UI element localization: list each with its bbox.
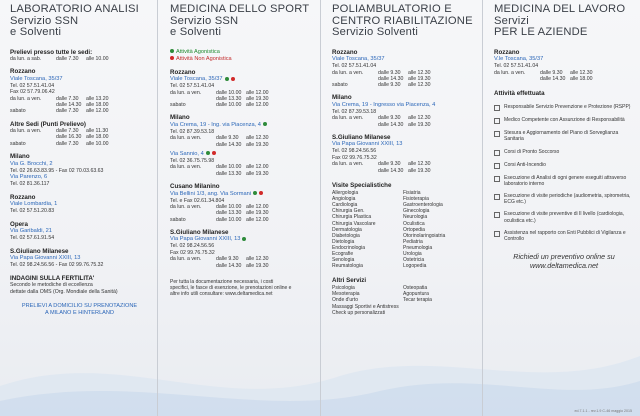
checkbox-icon: [494, 150, 500, 156]
title-line: MEDICINA DELLO SPORT: [170, 3, 310, 15]
from-cell: dalle 14.30: [56, 102, 82, 109]
activity-text: Esecuzione di visite periodiche (audiometria, spirometria, ECG etc.): [504, 192, 631, 206]
hours-row: [10, 141, 149, 147]
to-cell: alle 12.30: [246, 256, 269, 263]
day-cell: [170, 171, 216, 177]
fold-line: [157, 0, 158, 416]
list-item: Chirurgia Plastica: [332, 214, 372, 221]
day-cell: sabato: [10, 140, 26, 147]
from-cell: dalle 9.30: [378, 115, 401, 122]
hours-row: [10, 56, 149, 62]
list-item: Ortopedia: [403, 226, 425, 233]
note-line: specifici, le fasce di esenzione, le prenotazioni online e: [170, 285, 292, 292]
address-text: Via Bellini 1/3, ang. Via Sormani: [170, 190, 252, 197]
to-cell: alle 12.30: [408, 115, 431, 122]
location-phone: Tel. 02 57.51.41.04: [10, 82, 55, 89]
to-cell: alle 12.00: [246, 164, 269, 171]
day-cell: sabato: [332, 82, 348, 89]
list-item: Agopuntura: [403, 291, 429, 298]
location-address: Viale Toscana, 35/37: [332, 56, 385, 62]
list-item: Onde d'urto: [332, 297, 358, 304]
activity-item: [494, 117, 634, 124]
visite-column-right: [403, 190, 474, 269]
activity-text: Esecuzione di visite preventive di Il livello (cardiologia, oculistica etc.): [504, 211, 625, 224]
panel-title: [332, 4, 474, 39]
panel-title: [494, 4, 634, 39]
altri-servizi-list: [332, 285, 474, 315]
location-phone: Tel. 02 98.24.56.56: [170, 243, 215, 250]
to-cell: alle 12.00: [246, 216, 269, 223]
green-dot-icon: [206, 151, 210, 155]
address-text: Via Sannio, 4: [170, 150, 204, 157]
list-item: Dermatologia: [332, 226, 362, 233]
title-line: LABORATORIO ANALISI: [10, 3, 139, 15]
list-item: Fisiatria: [403, 190, 421, 197]
location-address: Via G. Brocchi, 2: [10, 160, 53, 167]
from-cell: dalle 13.30: [216, 210, 242, 217]
location-name: Cusano Milanino: [170, 183, 220, 191]
to-cell: alle 19.30: [408, 75, 431, 82]
fold-line: [482, 0, 483, 416]
activity-item: [494, 211, 634, 223]
address-text: Via Crema, 19 - Ing. via Piacenza, 4: [170, 121, 261, 128]
from-cell: dalle 14.30: [216, 141, 242, 148]
to-cell: alle 19.30: [246, 141, 269, 148]
to-cell: alle 19.30: [408, 167, 431, 174]
hours-row: [332, 168, 474, 174]
list-item: Logopedia: [403, 263, 427, 270]
location-address: Via Papa Giovanni XXIII, 13: [10, 255, 81, 262]
to-cell: alle 19.30: [246, 210, 269, 217]
from-cell: dalle 10.00: [216, 102, 242, 109]
checkbox-icon: [494, 212, 500, 218]
day-cell: [170, 263, 216, 269]
to-cell: alle 12.00: [246, 89, 269, 96]
red-dot-icon: [259, 191, 263, 195]
location-address: Via Crema, 19 - Ingresso via Piacenza, 4: [332, 101, 436, 108]
activity-text: Responsabile Servizio Prevenzione e Protezione (RSPP): [504, 104, 631, 111]
list-item: Ostetricia: [403, 257, 425, 264]
location-phone: Tel. 02 57.61.91.54: [10, 235, 55, 242]
note-line: Per tutta la documentazione necessaria, i costi: [170, 279, 274, 286]
from-cell: dalle 9.30: [216, 256, 239, 263]
from-cell: dalle 9.30: [378, 82, 401, 89]
title-line: Servizio Solventi: [332, 26, 419, 38]
to-cell: alle 11.30: [86, 128, 109, 135]
list-item: Cardiologia: [332, 202, 358, 209]
location-phone: Tel. 02 57.51.20.83: [10, 208, 55, 215]
green-dot-icon: [253, 191, 257, 195]
location-phone: Tel. 02 87.39.53.18: [170, 128, 215, 135]
from-cell: dalle 13.30: [216, 95, 242, 102]
location-phone: Tel. 02 36.75.75.98: [170, 157, 215, 164]
day-cell: da lun. a ven.: [170, 135, 202, 142]
location-phone: Tel. 02 57.51.41.04: [170, 83, 215, 89]
from-cell: dalle 14.30: [540, 75, 566, 82]
panel-title: [170, 4, 312, 39]
from-cell: dalle 10.00: [216, 89, 242, 96]
day-cell: sabato: [10, 108, 26, 115]
fertilita-text: Secondo le metodiche di eccellenza: [10, 282, 93, 289]
checkbox-icon: [494, 194, 500, 200]
location-phone: Tel. 02 87.39.53.18: [332, 108, 377, 115]
activity-text: Corsi di Pronto Soccorso: [504, 148, 560, 155]
green-dot-icon: [242, 237, 246, 241]
checkbox-icon: [494, 131, 500, 137]
activity-item: [494, 193, 634, 205]
from-cell: dalle 9.30: [378, 69, 401, 76]
to-cell: alle 19.30: [408, 121, 431, 128]
location-phone: Tel. 02 57.51.41.04: [332, 63, 377, 69]
green-dot-icon: [170, 49, 174, 53]
hours-row: [170, 102, 312, 108]
altri-column-right: [403, 285, 474, 315]
list-item: Ginecologia: [403, 208, 430, 215]
fertilita-label: INDAGINI SULLA FERTILITA': [10, 274, 95, 282]
location-address: Via Parenzo, 6: [10, 174, 48, 181]
day-cell: da lun. a ven.: [332, 69, 364, 76]
checkbox-icon: [494, 163, 500, 169]
location-name: Rozzano: [10, 193, 36, 201]
prelievi-label: Prelievi presso tutte le sedi:: [10, 48, 93, 56]
location-address: V.le Toscana, 35/37: [494, 56, 544, 62]
green-dot-icon: [225, 77, 229, 81]
to-cell: alle 12.30: [408, 161, 431, 168]
footer-code: ed.7.1.1 - rev.1.9 C-46 maggio 2015: [574, 409, 632, 413]
title-line: PER LE AZIENDE: [494, 26, 588, 38]
from-cell: dalle 13.30: [216, 170, 242, 177]
documentation-note: [170, 279, 312, 298]
to-cell: alle 12.00: [246, 102, 269, 109]
altri-servizi-label: Altri Servizi: [332, 277, 367, 285]
panel-medicina-lavoro: [484, 0, 640, 416]
fertilita-text: dettate dalla OMS (Org. Mondiale della Sanità): [10, 288, 118, 295]
to-cell: alle 18.00: [86, 134, 109, 141]
location-address: [170, 151, 312, 158]
day-cell: da lun. a ven.: [494, 69, 526, 76]
online-quote: [494, 252, 634, 270]
title-line: CENTRO RIABILITAZIONE: [332, 14, 473, 27]
note-line: altre info utili consultare: www.deltamedica.net: [170, 291, 273, 298]
location-address: Viale Toscana, 35/37: [10, 75, 63, 82]
hours-row: [494, 76, 634, 82]
red-dot-icon: [212, 151, 216, 155]
list-item: Oculistica: [403, 220, 425, 227]
title-line: POLIAMBULATORIO E: [332, 3, 452, 15]
activity-text: Corsi Anti-Incendio: [504, 161, 546, 168]
to-cell: alle 10.00: [86, 56, 109, 62]
list-item: Chirurgia Gen.: [332, 208, 365, 215]
list-item: Neurologia: [403, 214, 428, 221]
location-name: Rozzano: [494, 48, 520, 56]
activity-item: [494, 130, 634, 142]
day-cell: da lun. a ven.: [10, 128, 42, 135]
location-name: Milano: [332, 94, 352, 102]
activity-text: Stesura e Aggiornamento del Piano di Sorveglianza Sanitaria: [504, 130, 619, 143]
checkbox-icon: [494, 176, 500, 182]
list-item: Mesoterapia: [332, 291, 360, 298]
location-name: S.Giuliano Milanese: [10, 247, 69, 255]
location-phone: Tel. 02 98.24.56.56 - Fax 02 99.76.75.32: [10, 262, 104, 269]
day-cell: [494, 76, 540, 82]
activity-text: Esecuzione di Analisi di ogni genere eseguiti attraverso laboratorio interno: [504, 174, 627, 187]
list-item: Fisioterapia: [403, 196, 429, 203]
hours-row: [170, 217, 312, 223]
from-cell: dalle 10.00: [216, 164, 242, 171]
location-name: Rozzano: [10, 68, 36, 76]
location-fax: Fax 02 99.76.75.32: [332, 154, 377, 161]
red-dot-icon: [170, 56, 174, 60]
attivita-list: [494, 104, 634, 242]
activity-item: [494, 104, 634, 111]
website-link[interactable]: www.deltamedica.net: [530, 261, 598, 271]
checkbox-icon: [494, 105, 500, 111]
from-cell: dalle 14.30: [378, 167, 404, 174]
from-cell: dalle 9.30: [378, 161, 401, 168]
day-cell: [332, 122, 378, 128]
to-cell: alle 12.30: [570, 69, 593, 76]
location-name: S.Giuliano Milanese: [332, 133, 391, 141]
to-cell: alle 12.00: [246, 204, 269, 211]
altri-column-left: [332, 285, 403, 315]
day-cell: da lun. a ven.: [170, 89, 202, 96]
legend-non-agonistica: [170, 56, 312, 63]
home-sampling-cta: [10, 303, 149, 317]
to-cell: alle 12.30: [408, 82, 431, 89]
to-cell: alle 19.30: [246, 262, 269, 269]
list-item: Senologia: [332, 257, 355, 264]
activity-text: Medico Competente con Assunzione di Responsabilità: [504, 117, 625, 124]
from-cell: dalle 10.00: [216, 216, 242, 223]
location-phone: Tel. e Fax 02.61.34.804: [170, 197, 225, 204]
location-address: Via Garibaldi, 21: [10, 228, 52, 235]
from-cell: dalle 14.30: [216, 262, 242, 269]
legend-label: Attività Agonistica: [176, 48, 220, 55]
red-dot-icon: [231, 77, 235, 81]
to-cell: alle 12.30: [408, 69, 431, 76]
location-address: [170, 191, 312, 198]
altre-sedi-label: Altre Sedi (Punti Prelievo): [10, 120, 86, 128]
day-cell: sabato: [170, 102, 186, 109]
list-item: Gastroenterologia: [403, 202, 443, 209]
legend-agonistica: [170, 49, 312, 56]
day-cell: da lun. a ven.: [170, 256, 202, 263]
title-line: Servizio SSN: [170, 14, 239, 27]
day-cell: da lun. a ven.: [10, 95, 42, 102]
list-item: Tecar terapia: [403, 297, 432, 304]
day-cell: [170, 142, 216, 148]
address-text: Viale Toscana, 35/37: [170, 76, 223, 82]
location-name: Milano: [10, 153, 30, 161]
web-line: Richiedi un preventivo online su: [513, 252, 615, 262]
from-cell: dalle 14.30: [378, 121, 404, 128]
list-item: Pediatria: [403, 238, 423, 245]
title-line: e Solventi: [170, 26, 222, 38]
from-cell: dalle 7.30: [56, 56, 79, 62]
location-name: Rozzano: [170, 68, 196, 76]
location-name: Opera: [10, 220, 28, 228]
hours-row: [170, 171, 312, 177]
location-fax: Fax 02 99.76.75.32: [170, 249, 215, 256]
cta-line: A MILANO E HINTERLAND: [44, 310, 114, 317]
checkbox-icon: [494, 118, 500, 124]
title-line: Servizio SSN: [10, 14, 79, 27]
green-dot-icon: [263, 122, 267, 126]
list-item: Diabetologia: [332, 232, 360, 239]
list-item: Endocrinologia: [332, 244, 366, 251]
attivita-label: Attività effettuata: [494, 90, 545, 98]
activity-item: [494, 175, 634, 187]
day-cell: [332, 168, 378, 174]
visite-label: Visite Specialistiche: [332, 182, 392, 190]
activity-item: [494, 230, 634, 242]
from-cell: dalle 16.30: [56, 134, 82, 141]
from-cell: dalle 14.30: [378, 75, 404, 82]
location-name: Rozzano: [332, 48, 358, 56]
address-text: Via Papa Giovanni XXIII, 13: [170, 236, 241, 243]
day-cell: da lun. a ven.: [332, 161, 364, 168]
title-line: MEDICINA DEL LAVORO: [494, 3, 626, 15]
from-cell: dalle 7.30: [56, 128, 79, 135]
list-item: Urologia: [403, 251, 422, 258]
list-item: Massaggi Sportivi e Antistress: [332, 303, 399, 310]
location-name: Milano: [170, 114, 190, 122]
location-address: [170, 76, 312, 83]
to-cell: alle 19.30: [246, 95, 269, 102]
from-cell: dalle 7.30: [56, 95, 79, 102]
panel-title: [10, 4, 149, 39]
location-phone: Tel. 02 98.24.56.56: [332, 148, 377, 155]
location-phone: Tel. 02 81.36.117: [10, 181, 50, 188]
list-item: Angiologia: [332, 196, 356, 203]
from-cell: dalle 9.30: [540, 69, 563, 76]
to-cell: alle 10.00: [86, 140, 109, 147]
location-address: Via Papa Giovanni XXIII, 13: [332, 141, 403, 148]
title-line: Servizi: [494, 14, 529, 27]
legend-label: Attività Non Agonistica: [176, 55, 232, 62]
location-address: Viale Lombardia, 1: [10, 201, 58, 208]
visite-list: [332, 190, 474, 269]
day-cell: sabato: [170, 216, 186, 223]
day-cell: da lun. a sab.: [10, 56, 42, 62]
location-phone: Tel. 02 57.51.41.04: [494, 63, 539, 69]
location-name: S.Giuliano Milanese: [170, 228, 229, 236]
to-cell: alle 19.30: [246, 170, 269, 177]
list-item: Chirurgia Vascolare: [332, 220, 376, 227]
to-cell: alle 13.20: [86, 95, 109, 102]
to-cell: alle 12.30: [246, 135, 269, 142]
to-cell: alle 18.00: [570, 75, 593, 82]
hours-row: [170, 263, 312, 269]
panel-laboratorio-analisi: [0, 0, 155, 416]
list-item: Ecografie: [332, 251, 354, 258]
from-cell: dalle 10.00: [216, 204, 242, 211]
panel-medicina-sport: [160, 0, 318, 416]
list-item: Otorinolaringoiatria: [403, 232, 446, 239]
list-item: Psicologia: [332, 285, 355, 292]
hours-row: [332, 82, 474, 88]
from-cell: dalle 7.30: [56, 108, 79, 115]
title-line: e Solventi: [10, 26, 62, 38]
to-cell: alle 12.00: [86, 108, 109, 115]
panel-poliambulatorio: [322, 0, 480, 416]
location-address: [170, 122, 312, 129]
from-cell: dalle 9.30: [216, 135, 239, 142]
hours-row: [170, 142, 312, 148]
hours-row: [332, 122, 474, 128]
fold-line: [320, 0, 321, 416]
to-cell: alle 18.00: [86, 102, 109, 109]
from-cell: dalle 7.30: [56, 140, 79, 147]
cta-line: PRELIEVI A DOMICILIO SU PRENOTAZIONE: [21, 303, 138, 310]
list-item: Pneumologia: [403, 244, 433, 251]
list-item: Check up personalizzati: [332, 309, 386, 316]
location-fax: Fax 02 57.79.06.42: [10, 89, 55, 96]
visite-column-left: [332, 190, 403, 269]
location-address: [170, 236, 312, 243]
list-item: Allergologia: [332, 190, 359, 197]
day-cell: da lun. a ven.: [332, 115, 364, 122]
checkbox-icon: [494, 231, 500, 237]
hours-row: [10, 108, 149, 114]
day-cell: da lun. a ven.: [170, 164, 202, 171]
list-item: Dietologia: [332, 238, 355, 245]
activity-item: [494, 162, 634, 169]
list-item: Reumatologia: [332, 263, 363, 270]
activity-item: [494, 149, 634, 156]
day-cell: da lun. a ven.: [170, 204, 202, 211]
list-item: Osteopatia: [403, 285, 428, 292]
activity-text: Assistenza nel rapporto con Enti Pubblici di Vigilanza e Controllo: [504, 229, 626, 242]
location-phone: Tel. 02 26.63.83.95 - Fax 02 70.03.63.63: [10, 167, 104, 174]
